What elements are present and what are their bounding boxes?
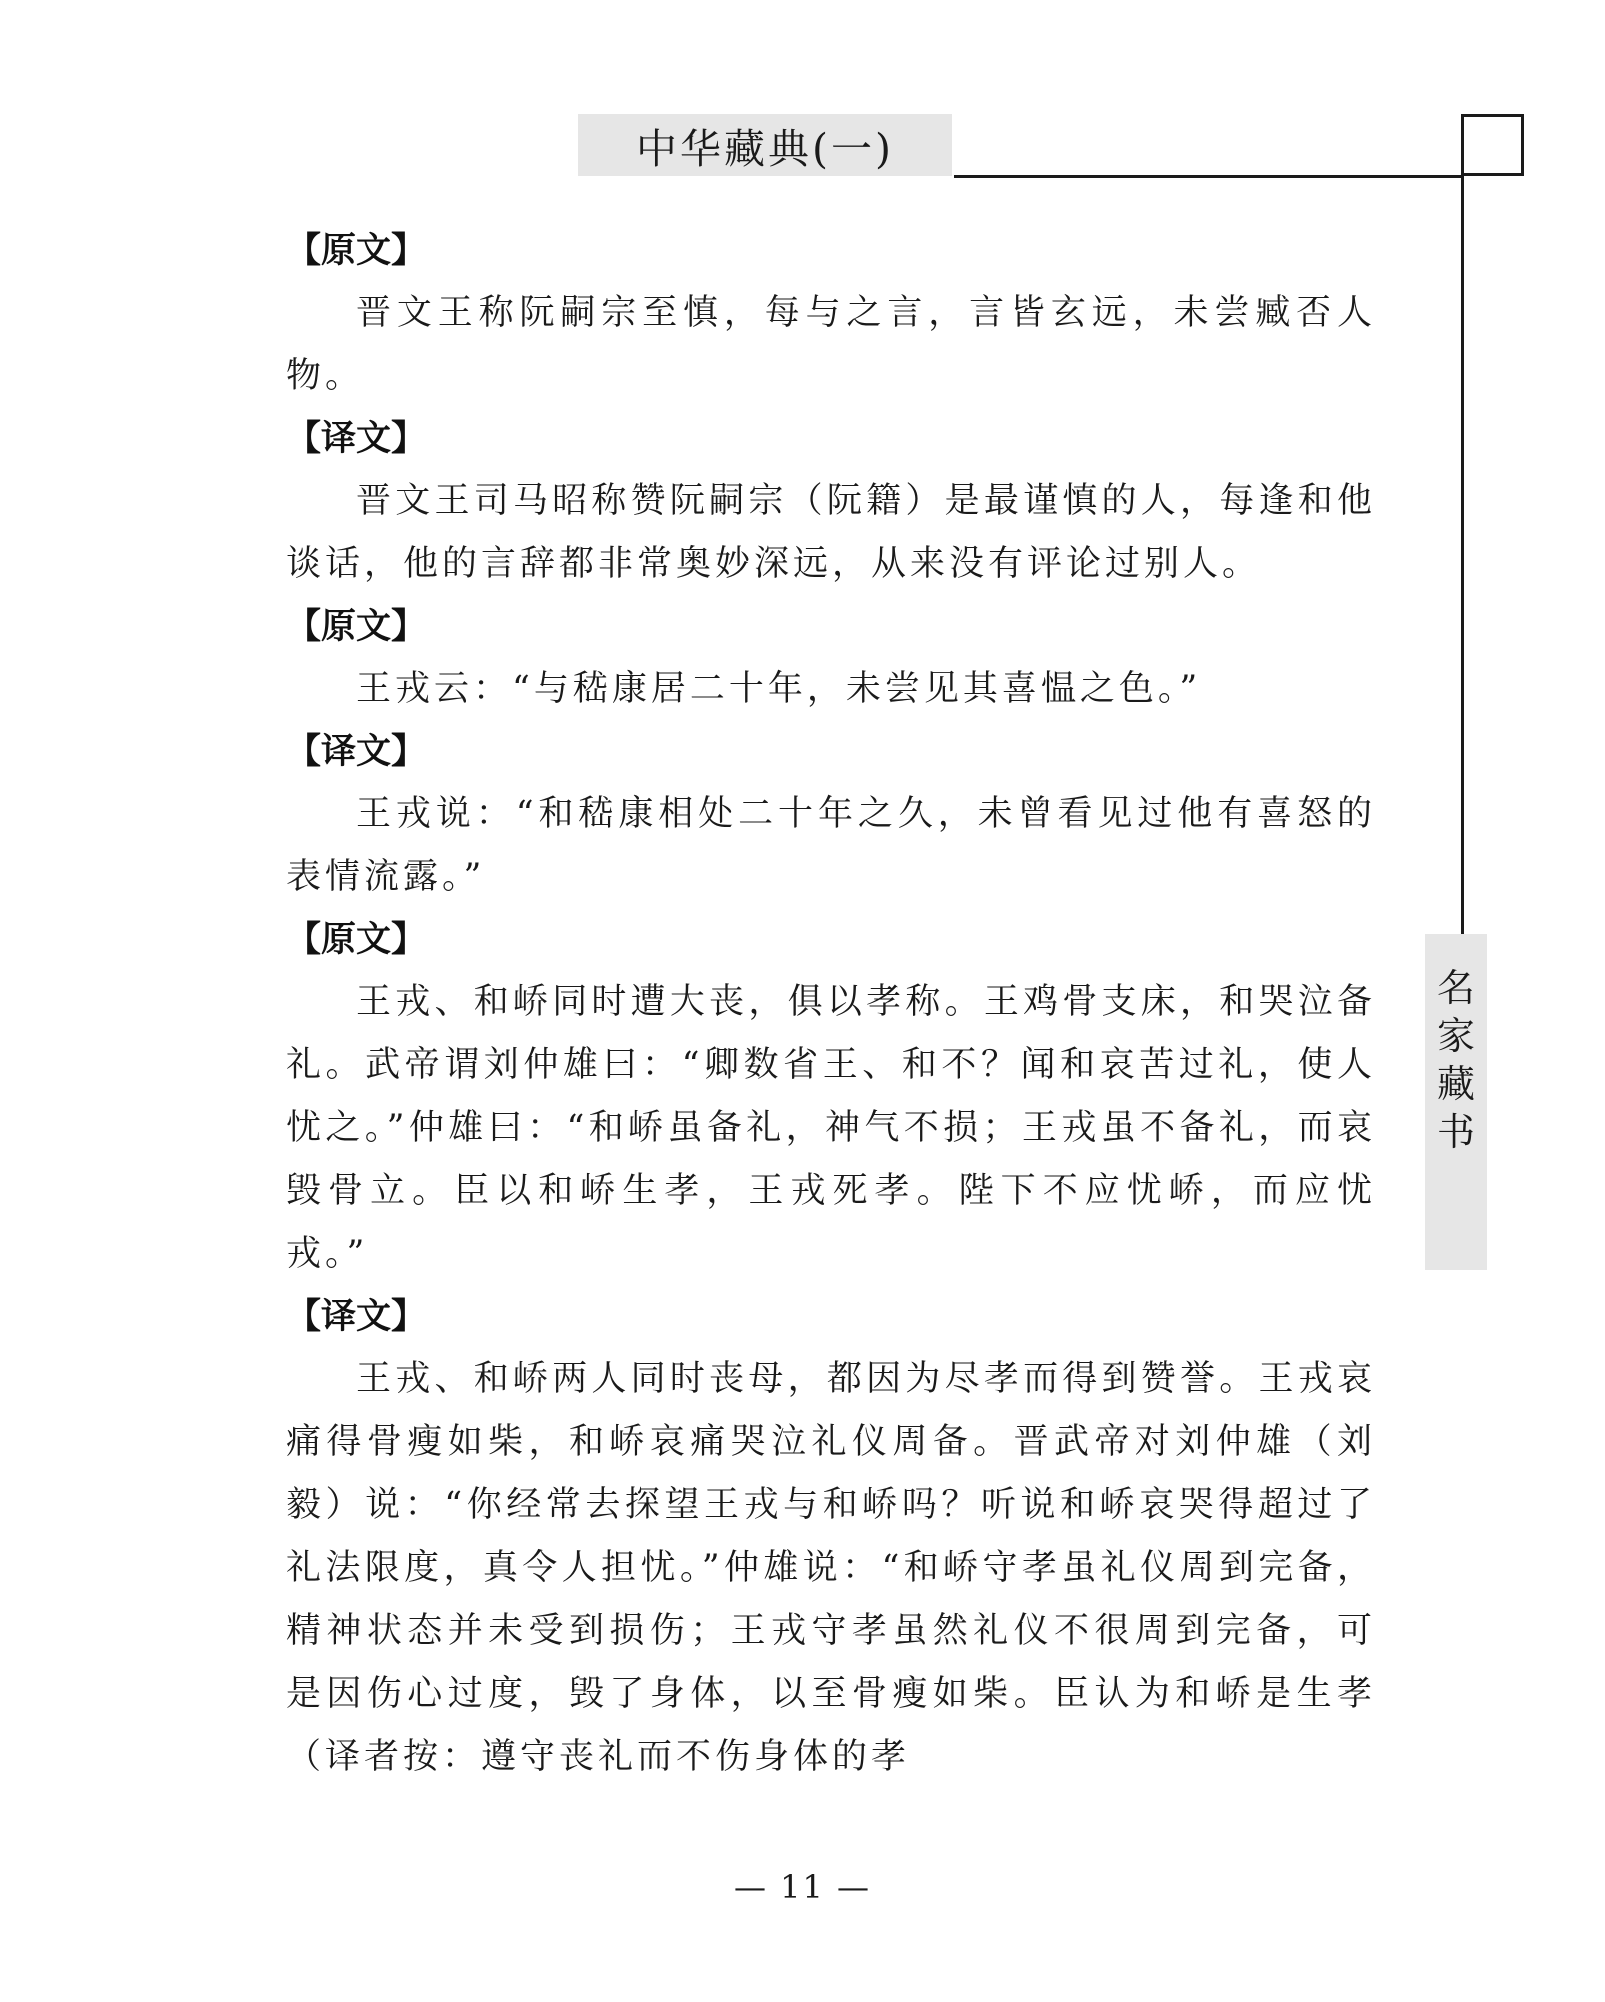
section-original-1 [286,220,1376,408]
margin-vertical-rule [1461,114,1464,936]
section-text: 王戎、和峤同时遭大丧，俱以孝称。王鸡骨支床，和哭泣备礼。武帝谓刘仲雄曰：“卿数省王、和不？闻和哀苦过礼，使人忧之。”仲雄曰：“和峤虽备礼，神气不损；王戎虽不备礼，而哀毁骨立。臣以和峤生孝，王戎死孝。陛下不应忧峤，而应忧戎。” [286,982,1376,1274]
section-text: 王戎说：“和嵇康相处二十年之久，未曾看见过他有喜怒的表情流露。” [286,794,1376,897]
page-body [286,220,1376,1789]
section-label: 【译文】 [286,419,427,459]
book-title: 中华藏典(一) [636,124,894,173]
section-translation-1 [286,408,1376,596]
section-label: 【译文】 [286,1297,427,1337]
section-original-2 [286,596,1376,721]
section-translation-3 [286,1286,1376,1789]
side-tab-char: 书 [1436,1110,1475,1154]
header-rule [954,175,1462,178]
series-side-tab [1425,934,1487,1270]
page-number: — 11 — [733,1868,872,1906]
section-text: 王戎、和峤两人同时丧母，都因为尽孝而得到赞誉。王戎哀痛得骨瘦如柴，和峤哀痛哭泣礼仪周备。晋武帝对刘仲雄（刘毅）说：“你经常去探望王戎与和峤吗？听说和峤哀哭得超过了礼法限度，真令人担忧。”仲雄说：“和峤守孝虽礼仪周到完备，精神状态并未受到损伤；王戎守孝虽然礼仪不很周到完备，可是因伤心过度，毁了身体，以至骨瘦如柴。臣认为和峤是生孝（译者按：遵守丧礼而不伤身体的孝 [286,1359,1376,1777]
side-tab-char: 藏 [1436,1062,1475,1106]
side-tab-char: 家 [1436,1014,1475,1058]
section-label: 【译文】 [286,732,427,772]
section-label: 【原文】 [286,607,427,647]
section-text: 晋文王司马昭称赞阮嗣宗（阮籍）是最谨慎的人，每逢和他谈话，他的言辞都非常奥妙深远，从来没有评论过别人。 [286,481,1376,584]
section-label: 【原文】 [286,231,427,271]
section-text: 晋文王称阮嗣宗至慎，每与之言，言皆玄远，未尝臧否人物。 [286,293,1376,396]
side-tab-char: 名 [1436,966,1475,1010]
section-text: 王戎云：“与嵇康居二十年，未尝见其喜愠之色。” [356,669,1202,709]
corner-square-ornament [1461,114,1524,176]
section-label: 【原文】 [286,920,427,960]
section-translation-2 [286,721,1376,909]
header-title-box [578,114,952,176]
section-original-3 [286,909,1376,1286]
